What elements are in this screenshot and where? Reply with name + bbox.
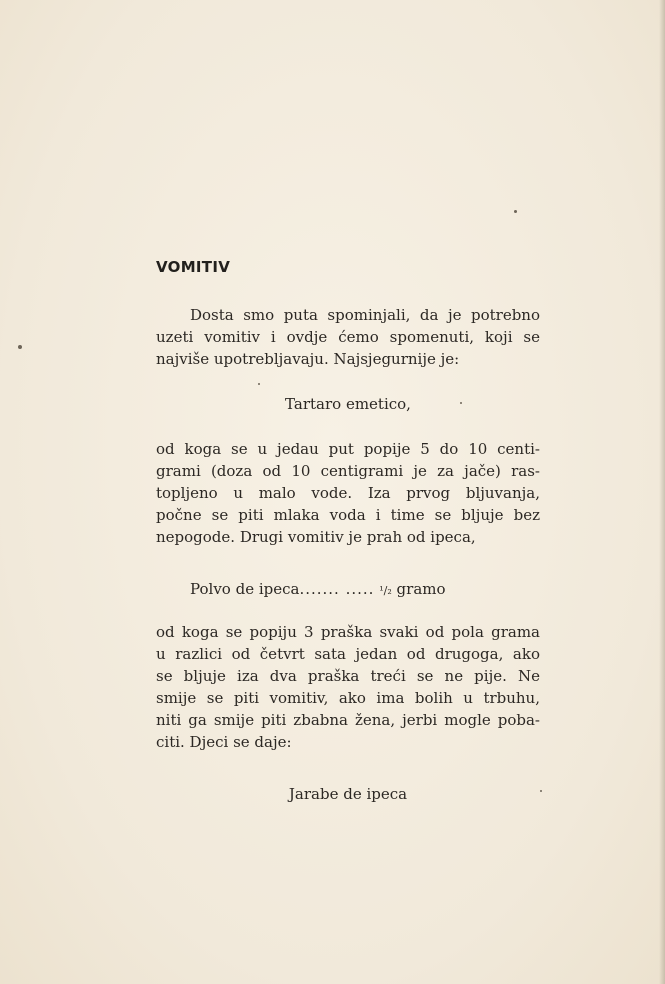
prescription-dots: ....... ..... — [299, 580, 375, 598]
remedy-name-jarabe: Jarabe de ipeca — [288, 785, 408, 803]
paragraph-line: najviše upotrebljavaju. Najsjegurnije je: — [156, 350, 460, 368]
paper-speck — [460, 402, 462, 404]
paragraph-line: smije se piti vomitiv, ako ima bolih u trbuhu, — [156, 689, 540, 707]
prescription-unit: gramo — [396, 580, 446, 598]
prescription-fraction: ¹/₂ — [379, 584, 392, 597]
paragraph-line: grami (doza od 10 centigrami je za jače) ras- — [156, 462, 540, 480]
paper-speck — [514, 210, 517, 213]
paragraph-tartaro — [156, 438, 540, 548]
section-heading: VOMITIV — [156, 258, 231, 276]
prescription-name: Polvo de ipeca — [190, 580, 300, 598]
paragraph-line: topljeno u malo vode. Iza prvog bljuvanja, — [156, 484, 540, 502]
paragraph-line: uzeti vomitiv i ovdje ćemo spomenuti, koji se — [156, 328, 540, 346]
paper-speck — [540, 790, 542, 792]
paper-speck — [18, 345, 22, 349]
paper-speck — [258, 383, 260, 385]
paragraph-line: u razlici od četvrt sata jedan od drugoga, ako — [156, 645, 540, 663]
paragraph-intro — [156, 304, 540, 370]
paragraph-line: od koga se u jedau put popije 5 do 10 centi- — [156, 440, 540, 458]
page-edge-shadow — [659, 0, 665, 984]
paragraph-line: od koga se popiju 3 praška svaki od pola grama — [156, 623, 540, 641]
paragraph-line: niti ga smije piti zbabna žena, jerbi mogle poba- — [156, 711, 540, 729]
paragraph-line: se bljuje iza dva praška treći se ne pije. Ne — [156, 667, 540, 685]
remedy-name-tartaro: Tartaro emetico, — [285, 395, 411, 413]
prescription-line — [190, 580, 446, 598]
paragraph-ipeca — [156, 621, 540, 753]
paragraph-line: počne se piti mlaka voda i time se bljuje bez — [156, 506, 540, 524]
paragraph-line: nepogode. Drugi vomitiv je prah od ipeca, — [156, 528, 476, 546]
paragraph-line: citi. Djeci se daje: — [156, 733, 292, 751]
paragraph-line: Dosta smo puta spominjali, da je potrebno — [190, 306, 540, 324]
